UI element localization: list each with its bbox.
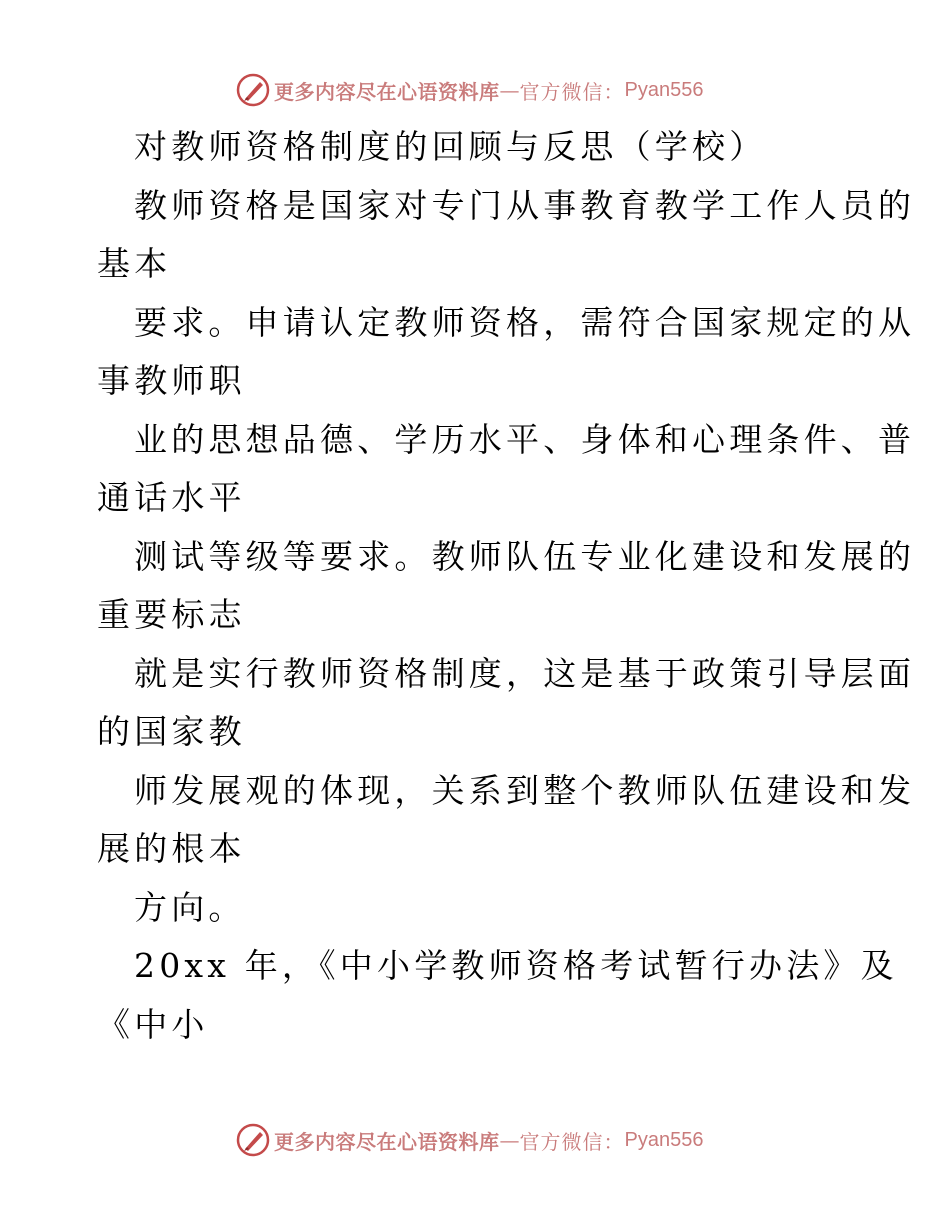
text-line: 事教师职 [97,361,246,400]
wechat-label: 官方微信： [519,79,625,104]
text-line: 方向。 [134,888,246,927]
text-line: 基本 [97,244,172,283]
banner-separator: — [499,78,520,102]
text-line: 教师资格是国家对专门从事教育教学工作人员的 [134,186,916,225]
text-line: 20xx 年，《中小学教师资格考试暂行办法》及 [134,946,898,985]
header-banner [236,72,703,108]
text-line: 通话水平 [97,478,246,517]
wechat-account: Pyan556 [624,78,704,101]
text-line: 师发展观的体现，关系到整个教师队伍建设和发 [134,771,916,810]
banner-separator: — [499,1128,520,1152]
text-line: 重要标志 [97,595,246,634]
footer-banner [236,1122,703,1158]
quill-pen-icon [236,1123,270,1157]
text-line: 展的根本 [97,829,246,868]
text-line: 就是实行教师资格制度，这是基于政策引导层面 [134,654,916,693]
quill-pen-icon [236,73,270,107]
site-name: 更多内容尽在心语资料库 [274,1129,500,1154]
text-line: 测试等级等要求。教师队伍专业化建设和发展的 [134,537,916,576]
text-line: 《中小 [97,1005,209,1044]
site-name: 更多内容尽在心语资料库 [274,79,500,104]
document-title: 对教师资格制度的回顾与反思（学校） [134,127,767,166]
wechat-account: Pyan556 [624,1128,704,1151]
text-line: 要求。申请认定教师资格，需符合国家规定的从 [134,303,916,342]
text-line: 的国家教 [97,712,246,751]
wechat-label: 官方微信： [519,1129,625,1154]
text-line: 业的思想品德、学历水平、身体和心理条件、普 [134,420,916,459]
